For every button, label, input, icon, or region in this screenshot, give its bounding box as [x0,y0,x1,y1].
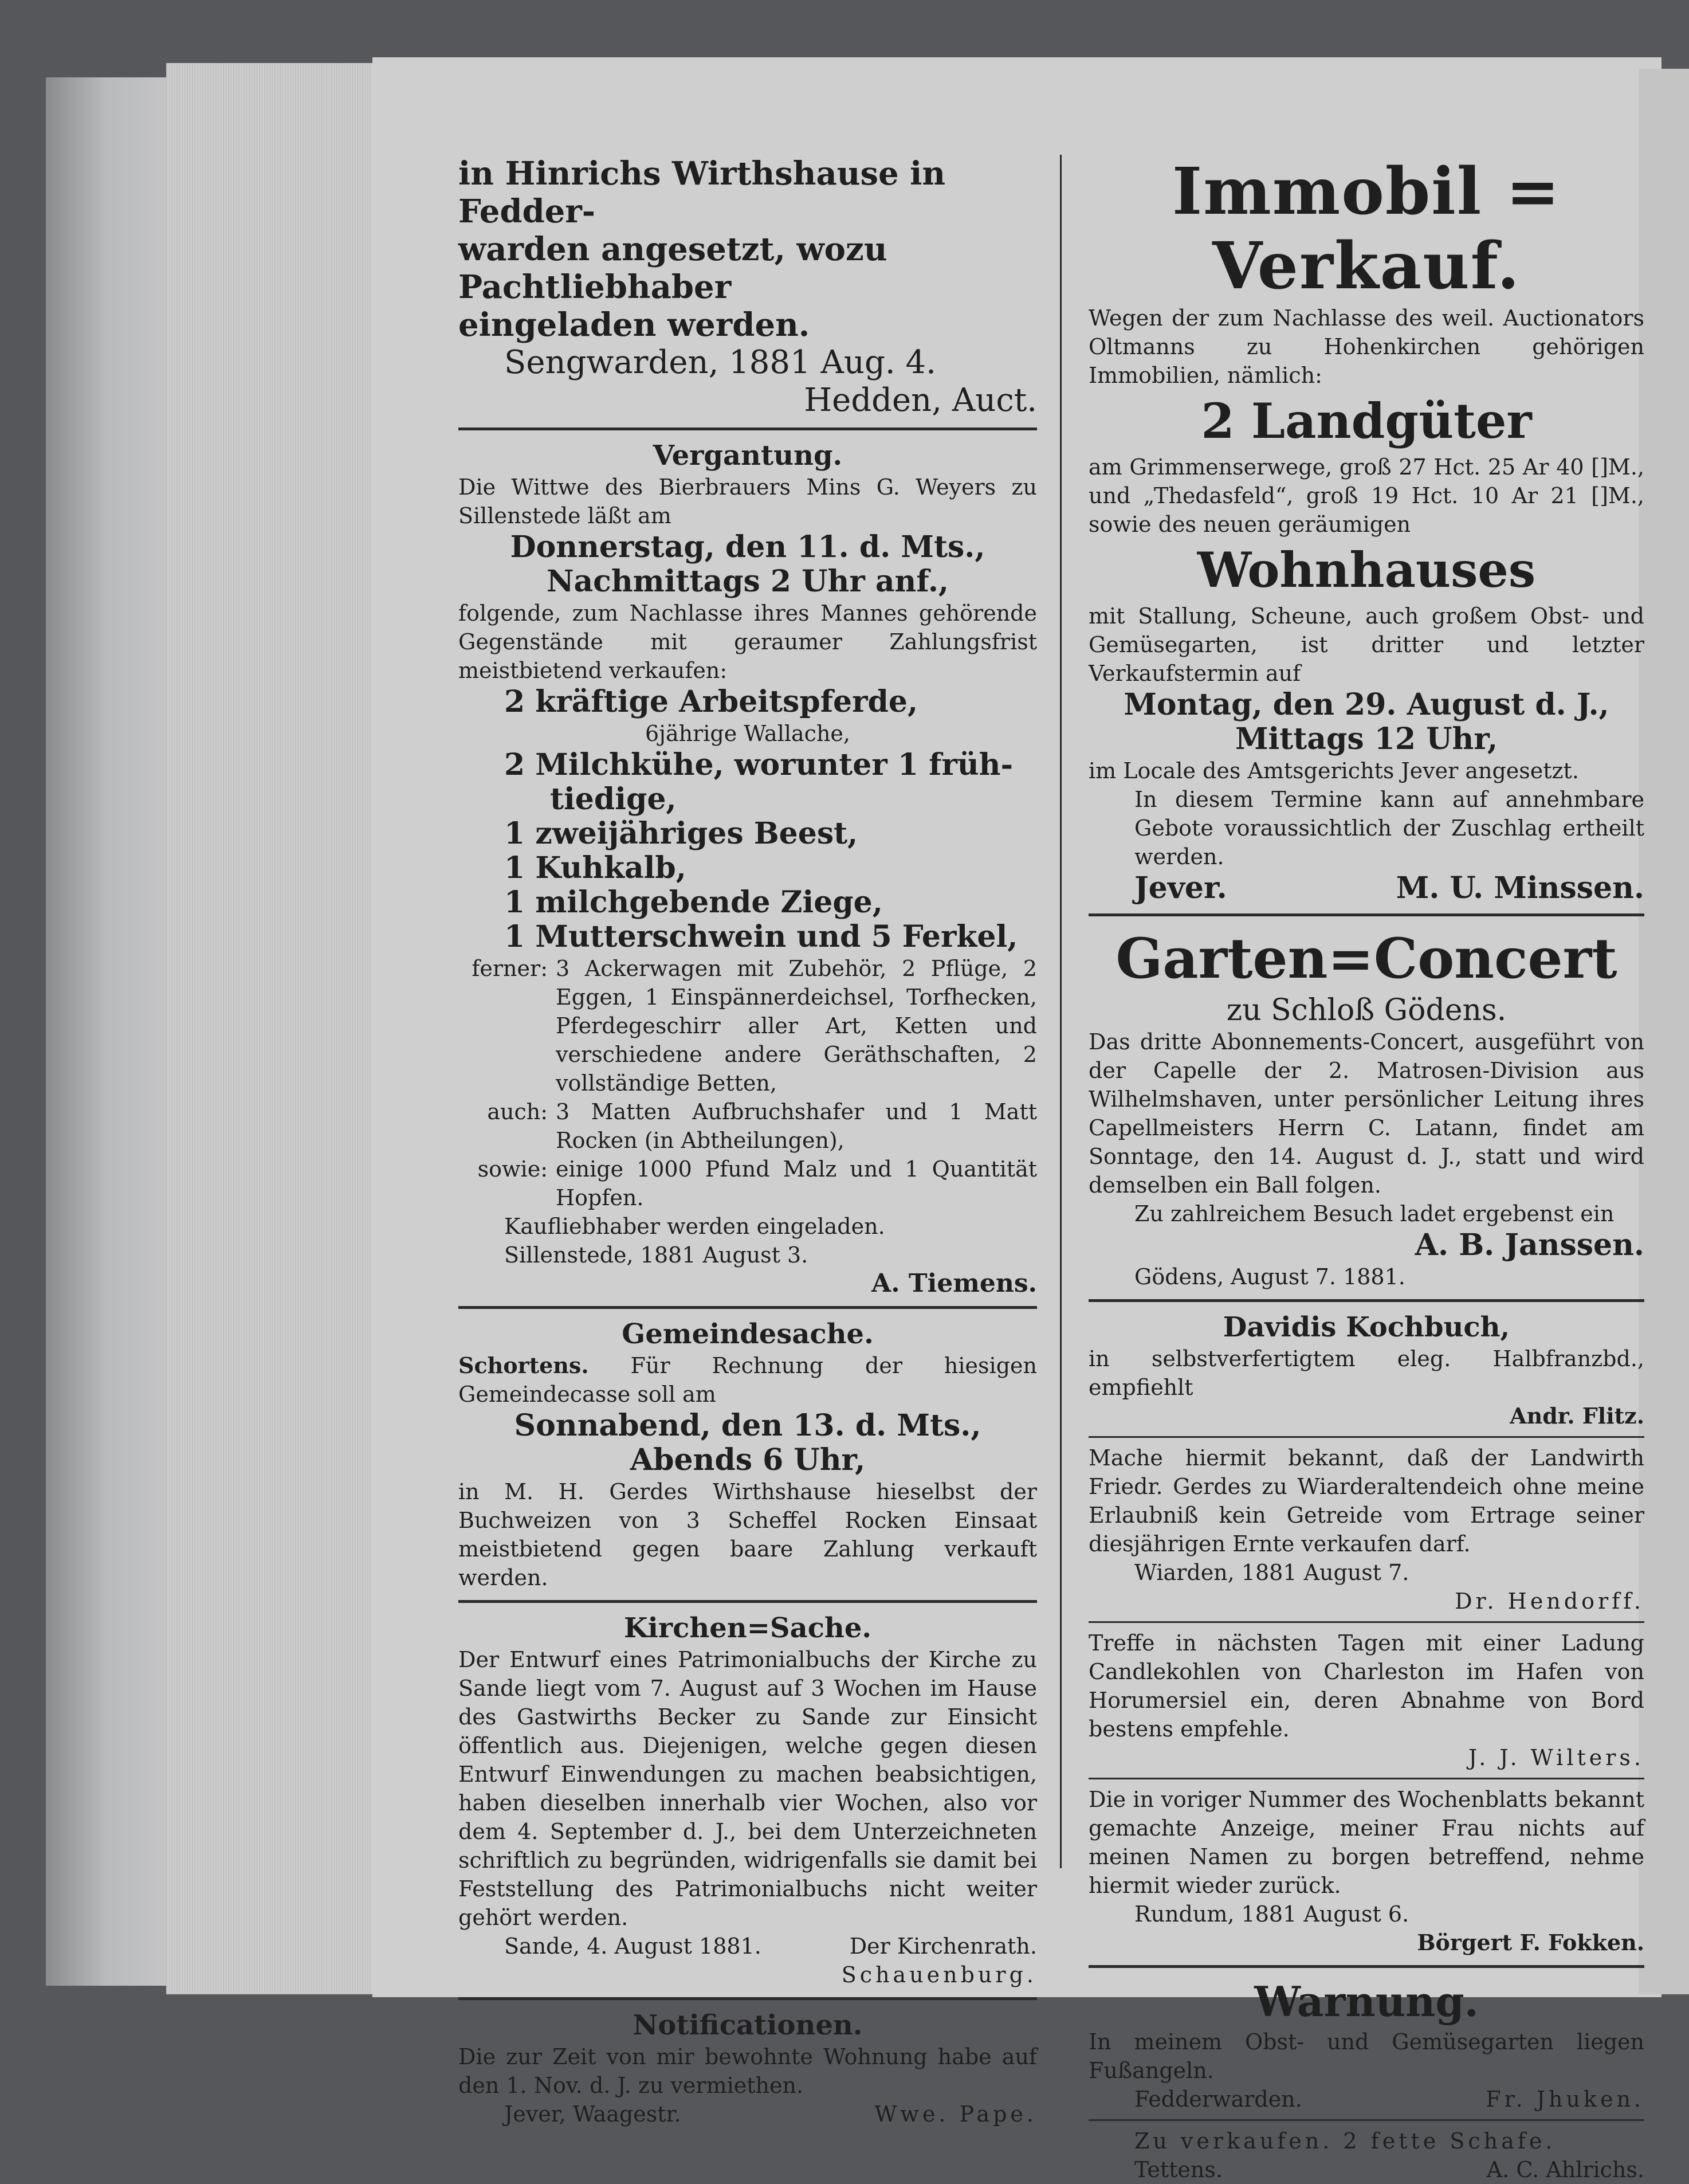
divider [1089,1436,1644,1438]
left-column [458,155,1037,2128]
immobil-wohnhaus: Wohnhauses [1197,542,1536,598]
item: 1 milchgebende Ziege, [504,885,883,920]
gemeinde-p1-text: Für Rechnung der hiesigen Gemeindecasse soll am [458,1353,1037,1407]
concert-p1: Das dritte Abonnements-Concert, ausgeführt von der Capelle der 2. Matrosen-Division aus Wilhelmshaven, unter persönlicher Leitung ihres Capellmeisters Herrn C. Latann, findet am Sonntage, den 14. August d. J., statt und wird demselben ein Ball folgen. [1089,1029,1644,1198]
concert-signature: A. B. Janssen. [1415,1228,1644,1262]
kirchen-title: Kirchen=Sache. [623,1612,872,1644]
immobil-title: Immobil = Verkauf. [1172,154,1561,304]
immobil-date: Montag, den 29. August d. J., [1124,687,1609,722]
vergantung-p1: Die Wittwe des Bierbrauers Mins G. Weyers zu Sillenstede läßt am [458,475,1037,528]
auch-label: auch: [487,1099,548,1124]
gemeinde-p1 [458,1351,1037,1409]
immobil-place: Jever. [1134,871,1227,905]
immobil-signature: M. U. Minssen. [1396,871,1644,905]
page-stack [166,63,407,1994]
kochbuch-signature: Andr. Flitz. [1510,1403,1644,1429]
ferner-label: ferner: [472,956,548,981]
kohlen-notice [1089,1629,1644,1772]
fokken-notice [1089,1785,1644,1957]
gemeinde-lead: Schortens. [458,1352,589,1378]
gerdes-notice [1089,1444,1644,1616]
schafe-signature: A. C. Ahlrichs. [1486,2157,1644,2182]
vergantung-date: Donnerstag, den 11. d. Mts., [510,530,985,564]
immobil-p2: am Grimmenserwege, groß 27 Hct. 25 Ar 40 []M., und „Thedasfeld“, groß 19 Hct. 10 Ar 21 []M., sowie des neuen geräumigen [1089,454,1644,537]
kirchen-org: Der Kirchenrath. [849,1934,1037,1959]
warnung-footer [1089,2085,1644,2114]
vergantung-title: Vergantung. [653,440,843,472]
gerdes-place: Wiarden, 1881 August 7. [1134,1560,1409,1585]
kirchen-place: Sande, 4. August 1881. [504,1934,761,1959]
concert-place: Gödens, August 7. 1881. [1134,1264,1405,1289]
schafe-p1: Zu verkaufen. 2 fette Schafe. [1134,2128,1556,2154]
item: 2 Milchkühe, worunter 1 früh- [504,747,1014,782]
kirchen-p1: Der Entwurf eines Patrimonialbuchs der Kirche zu Sande liegt vom 7. August auf 3 Wochen im Hause des Gastwirths Becker zu Sande zur Einsicht öffentlich aus. Diejenigen, welche gegen diesen Entwurf Einwendungen zu machen beabsichtigen, haben dieselben innerhalb vier Wochen, also vor dem 4. September d. J., bei dem Unterzeichneten schriftlich zu begründen, widrigenfalls sie damit bei Feststellung des Patrimonialbuchs nicht weiter gehört werden. [458,1647,1037,1930]
auch-text: 3 Matten Aufbruchshafer und 1 Matt Rocken (in Abtheilungen), [556,1099,1037,1153]
notif-signature: Wwe. Pape. [874,2101,1037,2127]
divider [1089,913,1644,916]
immobil-p3: mit Stallung, Scheune, auch großem Obst- und Gemüsegarten, ist dritter und letzter Verkaufstermin auf [1089,603,1644,686]
immobil-notice [1089,155,1644,905]
warnung-notice [1089,1976,1644,2114]
item: 1 Kuhkalb, [504,850,686,885]
ferner-text: 3 Ackerwagen mit Zubehör, 2 Pflüge, 2 Eggen, 1 Einspännerdeichsel, Torfhecken, Pferdegeschirr aller Art, Ketten und verschiedene andere Geräthschaften, 2 vollständige Betten, [556,956,1037,1096]
divider [458,1997,1037,2000]
item: 1 zweijähriges Beest, [504,816,858,851]
column-rule [1060,155,1062,1868]
gemeinde-time: Abends 6 Uhr, [630,1442,866,1477]
gerdes-p1: Mache hiermit bekannt, daß der Landwirth Friedr. Gerdes zu Wiarderaltendeich ohne meine Erlaubniß kein Getreide vom Ertrage seiner diesjährigen Ernte verkaufen darf. [1089,1445,1644,1556]
divider [458,1306,1037,1309]
ferner-row [458,954,1037,1097]
divider [458,428,1037,430]
kohlen-signature: J. J. Wilters. [1468,1745,1644,1770]
vergantung-place: Sillenstede, 1881 August 3. [504,1242,808,1268]
immobil-landgueter: 2 Landgüter [1201,393,1532,449]
gerdes-signature: Dr. Hendorff. [1455,1589,1644,1614]
sowie-text: einige 1000 Pfund Malz und 1 Quantität Hopfen. [556,1156,1037,1210]
kochbuch-p1: in selbstverfertigtem eleg. Halbfranzbd., empfiehlt [1089,1346,1644,1400]
gemeinde-date: Sonnabend, den 13. d. Mts., [514,1408,981,1443]
concert-subtitle: zu Schloß Gödens. [1226,993,1507,1028]
fokken-place: Rundum, 1881 August 6. [1134,1901,1409,1927]
warnung-place: Fedderwarden. [1134,2087,1302,2112]
immobil-p4: im Locale des Amtsgerichts Jever angesetzt. [1089,758,1579,783]
warnung-title: Warnung. [1254,1977,1479,2026]
notif-footer [458,2100,1037,2128]
divider [1089,1965,1644,1968]
notif-p1: Die zur Zeit von mir bewohnte Wohnung habe auf den 1. Nov. d. J. zu vermiethen. [458,2044,1037,2098]
immobil-p5: In diesem Termine kann auf annehmbare Gebote voraussichtlich der Zuschlag ertheilt werden. [1134,787,1644,869]
intro-signature: Hedden, Auct. [804,382,1037,419]
notif-title: Notificationen. [633,2009,863,2041]
concert-title: Garten=Concert [1115,926,1617,991]
schafe-notice [1089,2127,1644,2184]
item-note: 6jährige Wallache, [645,721,850,746]
item: 1 Mutterschwein und 5 Ferkel, [504,919,1018,954]
intro-line: warden angesetzt, wozu Pachtliebhaber [458,230,887,306]
item: tiedige, [550,782,677,817]
vergantung-time: Nachmittags 2 Uhr anf., [546,564,949,599]
immobil-time: Mittags 12 Uhr, [1235,722,1498,756]
intro-line: eingeladen werden. [458,306,810,344]
gemeinde-notice [458,1317,1037,1592]
divider [458,1600,1037,1603]
kirchen-footer [458,1932,1037,1960]
immobil-p1: Wegen der zum Nachlasse des weil. Auctionators Oltmanns zu Hohenkirchen gehörigen Immobilien, nämlich: [1089,305,1644,388]
right-column [1089,155,1644,2184]
gemeinde-p2: in M. H. Gerdes Wirthshause hieselbst der Buchweizen von 3 Scheffel Rocken Einsaat meistbietend gegen baare Zahlung verkauft werden. [458,1479,1037,1590]
concert-p2: Zu zahlreichem Besuch ladet ergebenst ein [1134,1201,1615,1226]
sowie-label: sowie: [477,1156,548,1182]
auch-row [458,1097,1037,1155]
vergantung-p2: folgende, zum Nachlasse ihres Mannes gehörende Gegenstände mit geraumer Zahlungsfrist meistbietend verkaufen: [458,601,1037,683]
kirchen-notice [458,1611,1037,1989]
vergantung-signature: A. Tiemens. [871,1269,1037,1298]
notif-notice [458,2008,1037,2128]
immobil-footer [1089,871,1644,905]
warnung-signature: Fr. Jhuken. [1486,2087,1644,2112]
notif-place: Jever, Waagestr. [504,2101,681,2127]
next-page-edge [1639,69,1689,1994]
warnung-p1: In meinem Obst- und Gemüsegarten liegen Fußangeln. [1089,2029,1644,2083]
intro-place: Sengwarden, 1881 Aug. 4. [504,344,936,381]
gemeinde-title: Gemeindesache. [622,1318,874,1350]
concert-notice [1089,924,1644,1291]
kochbuch-title: Davidis Kochbuch, [1223,1311,1510,1343]
sowie-row [458,1155,1037,1212]
schafe-footer [1089,2155,1644,2184]
divider [1089,1778,1644,1779]
divider [1089,1299,1644,1302]
divider [1089,1621,1644,1623]
fokken-p1: Die in voriger Nummer des Wochenblatts bekannt gemachte Anzeige, meiner Frau nichts auf meinen Namen zu borgen betreffend, nehme hiermit wieder zurück. [1089,1787,1644,1898]
vergantung-notice [458,438,1037,1298]
kohlen-p1: Treffe in nächsten Tagen mit einer Ladung Candlekohlen von Charleston im Hafen von Horumersiel ein, deren Abnahme von Bord bestens empfehle. [1089,1630,1644,1742]
schafe-place: Tettens. [1134,2157,1223,2182]
divider [1089,2119,1644,2121]
fokken-signature: Börgert F. Fokken. [1417,1930,1644,1955]
pacht-notice [458,155,1037,419]
kochbuch-notice [1089,1310,1644,1430]
kirchen-signature: Schauenburg. [841,1962,1037,1987]
intro-line: in Hinrichs Wirthshause in Fedder- [458,155,946,230]
vergantung-invite: Kaufliebhaber werden eingeladen. [504,1214,885,1239]
item: 2 kräftige Arbeitspferde, [504,684,918,719]
